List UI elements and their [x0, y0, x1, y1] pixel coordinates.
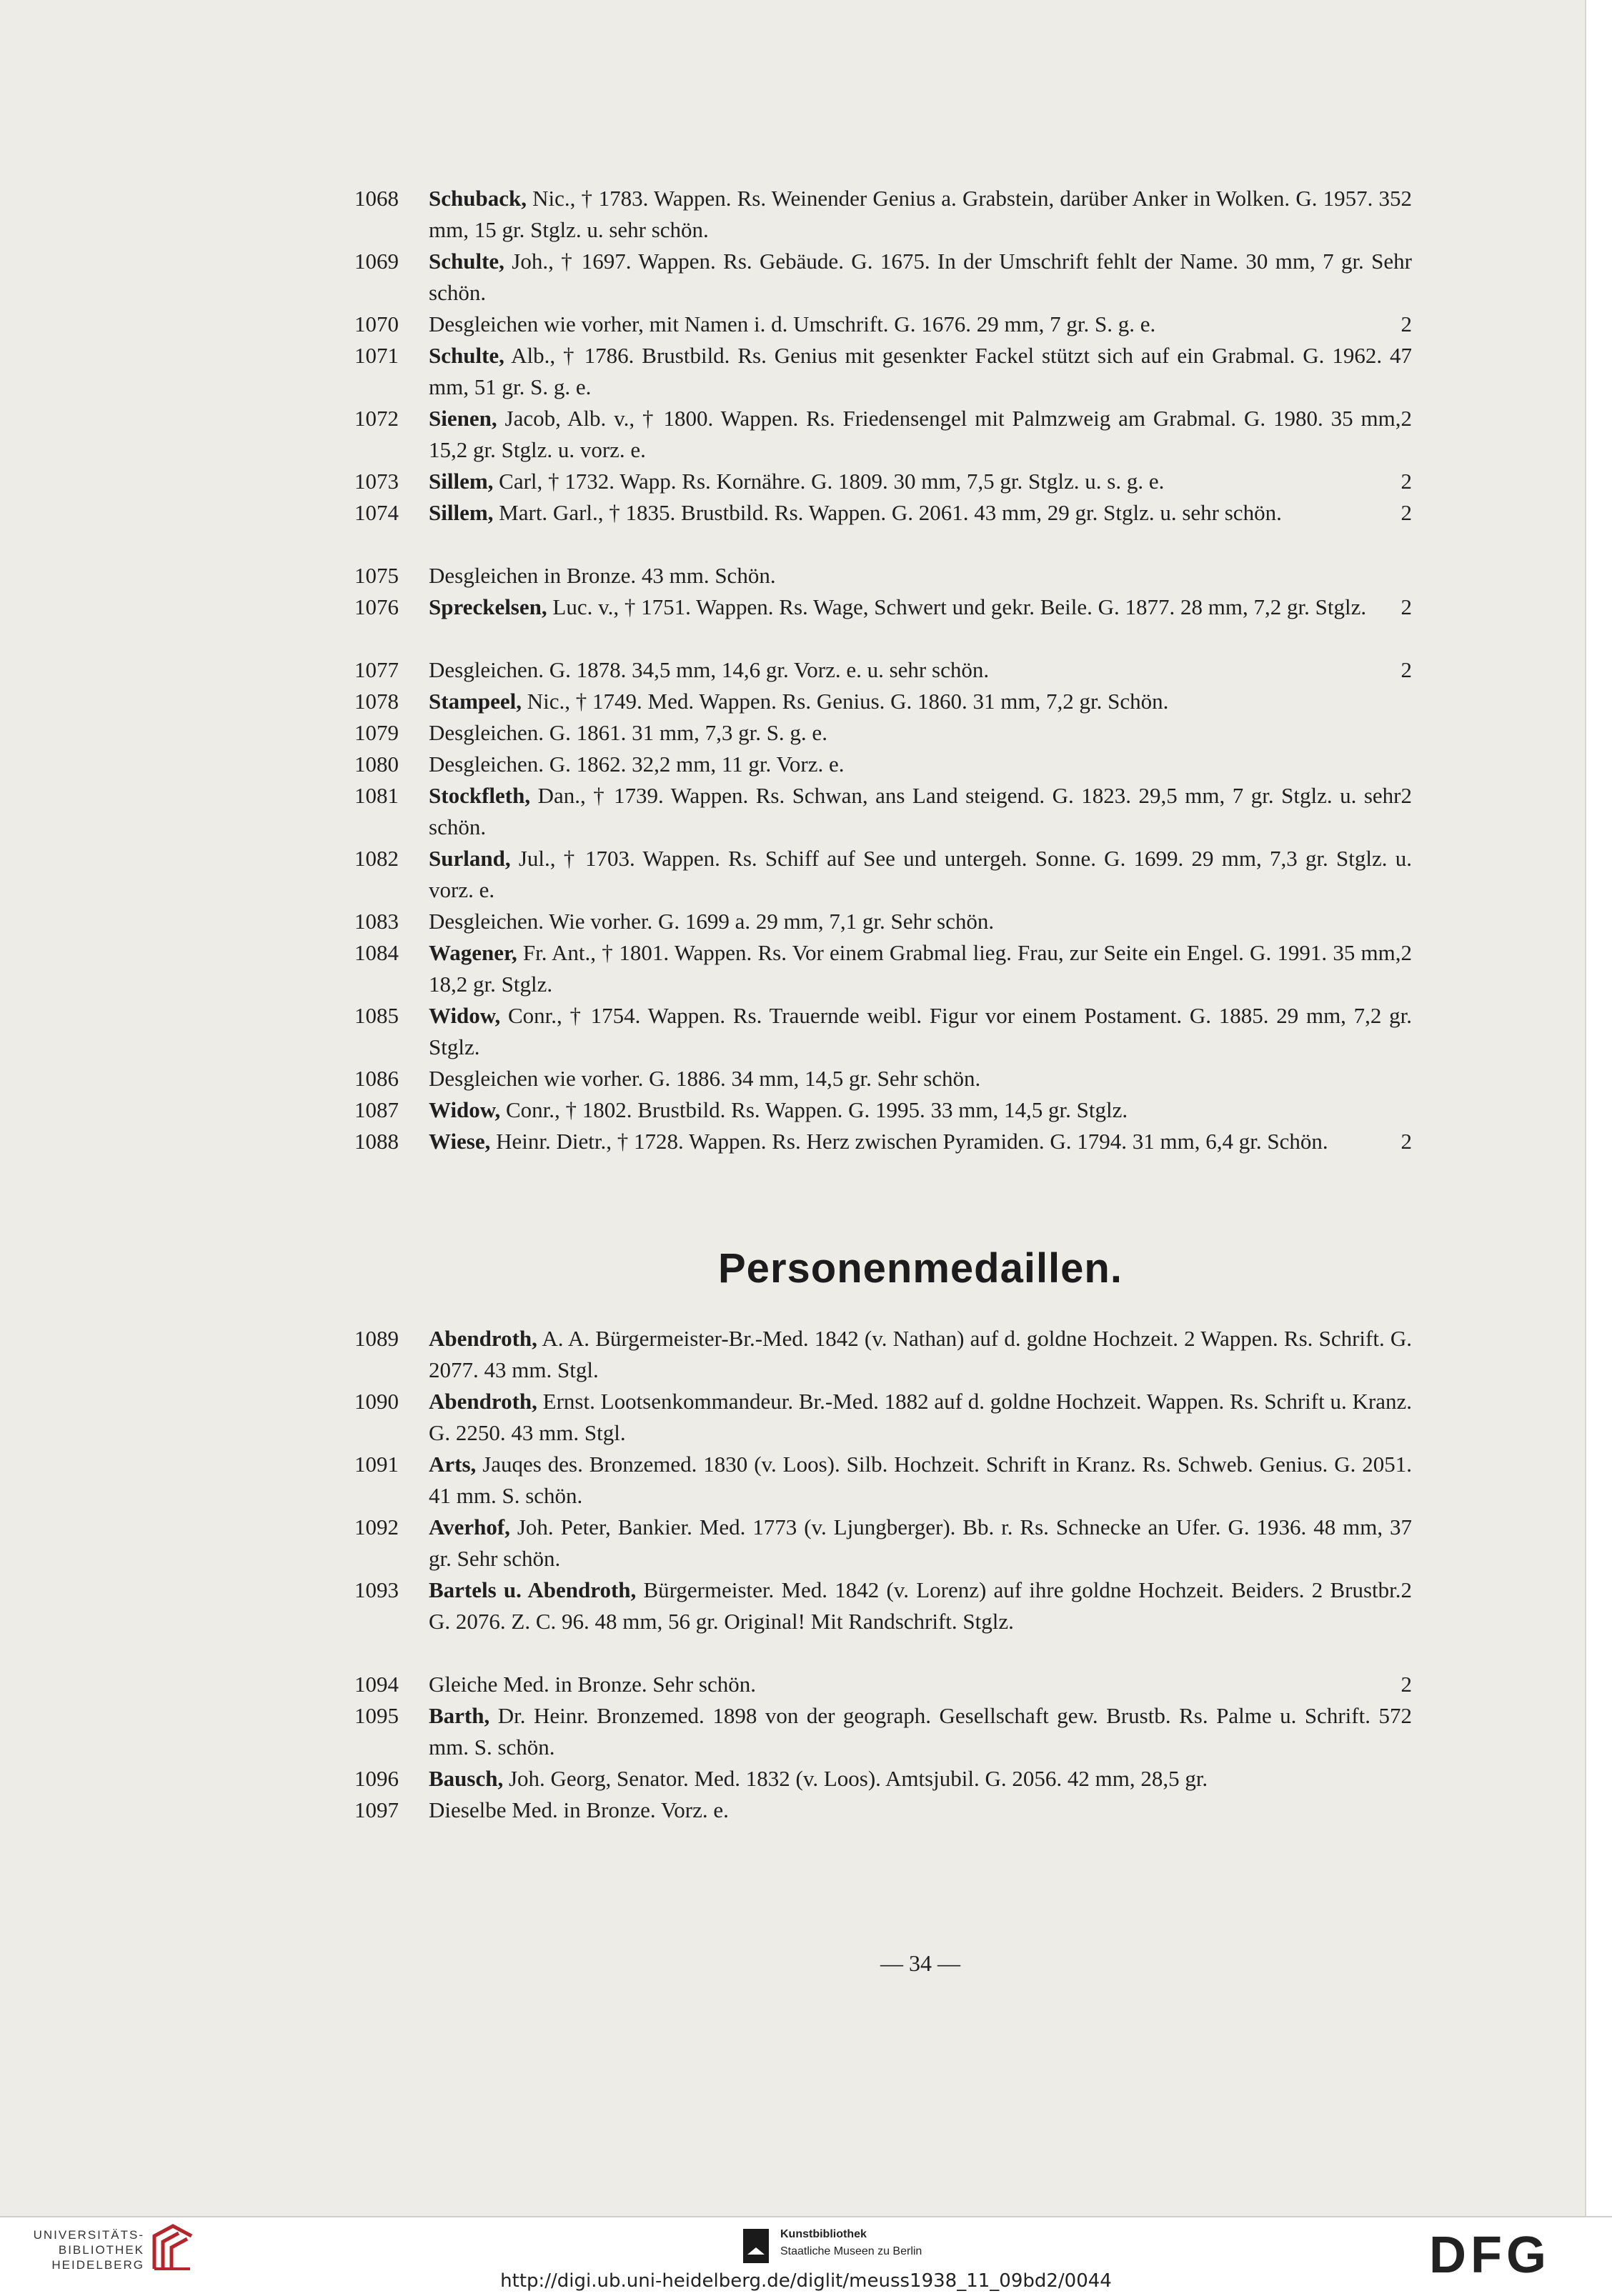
entry-number: 1094 — [354, 1672, 399, 1697]
entry-description: Heinr. Dietr., † 1728. Wappen. Rs. Herz zwischen Pyramiden. G. 1794. 31 mm, 6,4 gr. Schön. — [490, 1129, 1328, 1154]
ub-line-2: BIBLIOTHEK — [58, 2243, 144, 2257]
entry-number: 1070 — [354, 311, 399, 336]
entry-text — [429, 843, 1412, 906]
entry-number: 1089 — [354, 1326, 399, 1351]
entry-name: Schuback, — [429, 186, 527, 211]
kunstbibliothek-label — [780, 2226, 922, 2260]
page-number: — 34 — — [880, 1950, 960, 1976]
dfg-logo: DFG — [1429, 2227, 1551, 2284]
entry-name: Sillem, — [429, 500, 494, 525]
entry-text — [429, 560, 1412, 592]
entry-text — [429, 592, 1412, 623]
entry-description: Gleiche Med. in Bronze. Sehr schön. — [429, 1672, 756, 1697]
entry-name: Schulte, — [429, 343, 504, 368]
entry-description: Desgleichen. G. 1862. 32,2 mm, 11 gr. Vorz. e. — [429, 752, 845, 777]
entry-description: Jauqes des. Bronzemed. 1830 (v. Loos). Silb. Hochzeit. Schrift in Kranz. Rs. Schweb. Genius. G. 2051. 41 mm. S. schön. — [429, 1452, 1412, 1508]
entry-description: Ernst. Lootsenkommandeur. Br.-Med. 1882 auf d. goldne Hochzeit. Wappen. Rs. Schrift u. Kranz. G. 2250. 43 mm. Stgl. — [429, 1389, 1412, 1445]
entry-description: Conr., † 1802. Brustbild. Rs. Wappen. G. 1995. 33 mm, 14,5 gr. Stglz. — [500, 1097, 1128, 1122]
entry-text — [429, 183, 1412, 246]
entry-text — [429, 497, 1412, 529]
entry-name: Schulte, — [429, 249, 504, 274]
entry-description: Desgleichen. G. 1861. 31 mm, 7,3 gr. S. g. e. — [429, 720, 827, 745]
entry-text — [429, 1323, 1412, 1386]
entry-number: 1087 — [354, 1097, 399, 1122]
entry-name: Spreckelsen, — [429, 594, 547, 619]
entry-name: Wagener, — [429, 940, 517, 965]
ub-heidelberg-logo-icon — [147, 2223, 197, 2275]
entry-description: Conr., † 1754. Wappen. Rs. Trauernde weibl. Figur vor einem Postament. G. 1885. 29 mm, 7,2 gr. Stglz. — [429, 1003, 1412, 1059]
entry-price: 2 — [1400, 940, 1412, 965]
entry-text — [429, 749, 1412, 780]
entry-name: Bartels u. Abendroth, — [429, 1577, 637, 1602]
entry-number: 1084 — [354, 940, 399, 965]
entry-description: Nic., † 1749. Med. Wappen. Rs. Genius. G. 1860. 31 mm, 7,2 gr. Schön. — [522, 689, 1169, 714]
entry-price: 2 — [1400, 406, 1412, 431]
entry-price: 2 — [1400, 1129, 1412, 1154]
entry-text — [429, 686, 1412, 717]
entry-description: Bürgermeister. Med. 1842 (v. Lorenz) auf ihre goldne Hochzeit. Beiders. 2 Brustbr. G. 2076. Z. C. 96. 48 mm, 56 gr. Original! Mit Randschrift. Stglz. — [429, 1577, 1401, 1634]
entry-description: Desgleichen wie vorher, mit Namen i. d. Umschrift. G. 1676. 29 mm, 7 gr. S. g. e. — [429, 311, 1156, 336]
entry-description: Desgleichen wie vorher. G. 1886. 34 mm, 14,5 gr. Sehr schön. — [429, 1066, 981, 1091]
entry-number: 1079 — [354, 720, 399, 745]
entry-description: Joh. Peter, Bankier. Med. 1773 (v. Ljungberger). Bb. r. Rs. Schnecke an Ufer. G. 1936. 48 mm, 37 gr. Sehr schön. — [429, 1514, 1412, 1571]
entry-text — [429, 1063, 1412, 1094]
entry-text — [429, 906, 1412, 937]
entry-number: 1075 — [354, 563, 399, 588]
entry-text — [429, 1574, 1412, 1637]
entry-number: 1078 — [354, 689, 399, 714]
entry-description: Desgleichen in Bronze. 43 mm. Schön. — [429, 563, 776, 588]
entry-name: Averhof, — [429, 1514, 510, 1539]
entry-text — [429, 1763, 1412, 1795]
entry-number: 1081 — [354, 783, 399, 808]
entry-description: Desgleichen. G. 1878. 34,5 mm, 14,6 gr. Vorz. e. u. sehr schön. — [429, 657, 990, 682]
entry-text — [429, 1700, 1412, 1763]
entry-name: Stockfleth, — [429, 783, 531, 808]
entry-text — [429, 246, 1412, 309]
entry-name: Abendroth, — [429, 1389, 537, 1414]
entry-text — [429, 1795, 1412, 1826]
entry-text — [429, 937, 1412, 1000]
entry-number: 1088 — [354, 1129, 399, 1154]
entry-price: 2 — [1400, 500, 1412, 525]
entry-name: Sienen, — [429, 406, 497, 431]
entry-description: A. A. Bürgermeister-Br.-Med. 1842 (v. Nathan) auf d. goldne Hochzeit. 2 Wappen. Rs. Schrift. G. 2077. 43 mm. Stgl. — [429, 1326, 1412, 1382]
entry-number: 1076 — [354, 594, 399, 619]
entry-price: 2 — [1400, 1577, 1412, 1602]
entry-number: 1086 — [354, 1066, 399, 1091]
entry-number: 1072 — [354, 406, 399, 431]
entry-text — [429, 780, 1412, 843]
kunstbibliothek-logo-icon — [743, 2229, 769, 2263]
entry-number: 1091 — [354, 1452, 399, 1477]
entry-name: Widow, — [429, 1097, 501, 1122]
entry-description: Dieselbe Med. in Bronze. Vorz. e. — [429, 1797, 729, 1822]
entry-description: Carl, † 1732. Wapp. Rs. Kornähre. G. 1809. 30 mm, 7,5 gr. Stglz. u. s. g. e. — [493, 469, 1165, 494]
entry-price: 2 — [1400, 783, 1412, 808]
entry-text — [429, 1000, 1412, 1063]
entry-text — [429, 340, 1412, 403]
entry-name: Barth, — [429, 1703, 490, 1728]
kb-line-2: Staatliche Museen zu Berlin — [780, 2245, 922, 2257]
entry-price: 2 — [1400, 311, 1412, 336]
entry-description: Jacob, Alb. v., † 1800. Wappen. Rs. Friedensengel mit Palmzweig am Grabmal. G. 1980. 35 mm, 15,2 gr. Stglz. u. vorz. e. — [429, 406, 1401, 462]
entry-text — [429, 654, 1412, 686]
entry-name: Stampeel, — [429, 689, 522, 714]
entry-text — [429, 1126, 1412, 1157]
entry-text — [429, 1669, 1412, 1700]
section-heading: Personenmedaillen. — [718, 1245, 1123, 1292]
entry-number: 1069 — [354, 249, 399, 274]
entry-number: 1071 — [354, 343, 399, 368]
ub-line-1: UNIVERSITÄTS- — [33, 2228, 144, 2242]
ub-heidelberg-label — [26, 2227, 144, 2272]
entry-number: 1085 — [354, 1003, 399, 1028]
ub-line-3: HEIDELBERG — [51, 2258, 144, 2272]
entry-price: 2 — [1400, 1672, 1412, 1697]
entry-number: 1097 — [354, 1797, 399, 1822]
entry-name: Wiese, — [429, 1129, 491, 1154]
entry-description: Luc. v., † 1751. Wappen. Rs. Wage, Schwert und gekr. Beile. G. 1877. 28 mm, 7,2 gr. Stglz. — [547, 594, 1367, 619]
entry-name: Bausch, — [429, 1766, 504, 1791]
entry-description: Jul., † 1703. Wappen. Rs. Schiff auf See und untergeh. Sonne. G. 1699. 29 mm, 7,3 gr. Stglz. u. vorz. e. — [429, 846, 1412, 902]
entry-number: 1080 — [354, 752, 399, 777]
entry-number: 1068 — [354, 186, 399, 211]
entry-number: 1077 — [354, 657, 399, 682]
entry-price: 2 — [1400, 469, 1412, 494]
entry-description: Alb., † 1786. Brustbild. Rs. Genius mit gesenkter Fackel stützt sich auf ein Grabmal. G. 1962. 47 mm, 51 gr. S. g. e. — [429, 343, 1412, 399]
entry-price: 2 — [1400, 657, 1412, 682]
entry-text — [429, 309, 1412, 340]
entry-text — [429, 717, 1412, 749]
entry-number: 1096 — [354, 1766, 399, 1791]
entry-text — [429, 466, 1412, 497]
kb-line-1: Kunstbibliothek — [780, 2228, 867, 2240]
entry-name: Sillem, — [429, 469, 494, 494]
footer — [0, 2216, 1612, 2296]
page-edge — [1585, 0, 1612, 2216]
entry-text — [429, 1512, 1412, 1574]
entry-price: 2 — [1400, 1703, 1412, 1728]
entry-description: Dr. Heinr. Bronzemed. 1898 von der geograph. Gesellschaft gew. Brustb. Rs. Palme u. Schrift. 57 mm. S. schön. — [429, 1703, 1401, 1760]
permalink-url[interactable]: http://digi.ub.uni-heidelberg.de/diglit/meuss1938_11_09bd2/0044 — [500, 2270, 1112, 2292]
entry-description: Desgleichen. Wie vorher. G. 1699 a. 29 mm, 7,1 gr. Sehr schön. — [429, 909, 995, 934]
entry-number: 1095 — [354, 1703, 399, 1728]
entry-name: Widow, — [429, 1003, 501, 1028]
entry-text — [429, 1094, 1412, 1126]
entry-number: 1073 — [354, 469, 399, 494]
entry-price: 2 — [1400, 594, 1412, 619]
entry-number: 1092 — [354, 1514, 399, 1539]
entry-description: Mart. Garl., † 1835. Brustbild. Rs. Wappen. G. 2061. 43 mm, 29 gr. Stglz. u. sehr schön. — [493, 500, 1282, 525]
entry-description: Joh., † 1697. Wappen. Rs. Gebäude. G. 1675. In der Umschrift fehlt der Name. 30 mm, 7 gr. Sehr schön. — [429, 249, 1412, 305]
entry-description: Nic., † 1783. Wappen. Rs. Weinender Genius a. Grabstein, darüber Anker in Wolken. G. 1957. 35 mm, 15 gr. Stglz. u. sehr schön. — [429, 186, 1401, 242]
entry-number: 1082 — [354, 846, 399, 871]
entry-description: Fr. Ant., † 1801. Wappen. Rs. Vor einem Grabmal lieg. Frau, zur Seite ein Engel. G. 1991. 35 mm, 18,2 gr. Stglz. — [429, 940, 1401, 997]
entry-number: 1083 — [354, 909, 399, 934]
entry-name: Abendroth, — [429, 1326, 537, 1351]
entry-text — [429, 1386, 1412, 1449]
entry-description: Dan., † 1739. Wappen. Rs. Schwan, ans Land steigend. G. 1823. 29,5 mm, 7 gr. Stglz. u. sehr schön. — [429, 783, 1401, 839]
entry-number: 1093 — [354, 1577, 399, 1602]
entry-text — [429, 403, 1412, 466]
entry-name: Surland, — [429, 846, 511, 871]
entry-description: Joh. Georg, Senator. Med. 1832 (v. Loos). Amtsjubil. G. 2056. 42 mm, 28,5 gr. — [503, 1766, 1208, 1791]
entry-name: Arts, — [429, 1452, 477, 1477]
entry-number: 1074 — [354, 500, 399, 525]
entry-number: 1090 — [354, 1389, 399, 1414]
entry-price: 2 — [1400, 186, 1412, 211]
entry-text — [429, 1449, 1412, 1512]
